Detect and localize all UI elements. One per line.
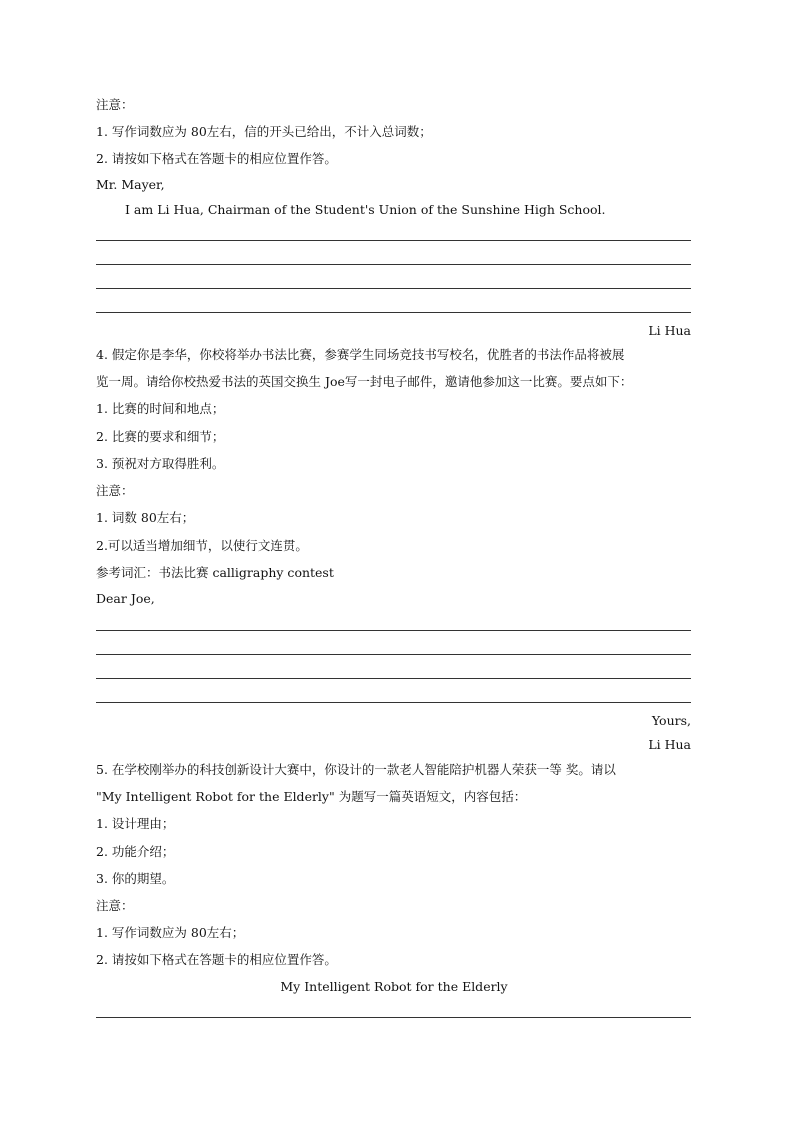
letter-closing: Yours, — [651, 713, 691, 728]
answer-line — [96, 264, 691, 265]
answer-line — [96, 702, 691, 703]
letter-salutation: Mr. Mayer, — [96, 177, 165, 192]
answer-line — [96, 1017, 691, 1018]
question-prompt: "My Intelligent Robot for the Elderly" 为题写一篇英语短文，内容包括： — [96, 789, 527, 804]
note-item: 2.可以适当增加细节，以使行文连贯。 — [96, 538, 308, 553]
answer-line — [96, 678, 691, 679]
letter-signature: Li Hua — [648, 323, 691, 338]
note-title: 注意： — [96, 97, 134, 112]
note-title: 注意： — [96, 898, 134, 913]
question-prompt: 5. 在学校刚举办的科技创新设计大赛中，你设计的一款老人智能陪护机器人荣获一等 奖。请以 — [96, 762, 616, 777]
note-item: 2. 请按如下格式在答题卡的相应位置作答。 — [96, 952, 337, 967]
essay-title: My Intelligent Robot for the Elderly — [280, 979, 508, 994]
note-item: 2. 请按如下格式在答题卡的相应位置作答。 — [96, 151, 337, 166]
point-item: 1. 比赛的时间和地点； — [96, 401, 225, 416]
point-item: 1. 设计理由； — [96, 816, 175, 831]
answer-line — [96, 654, 691, 655]
note-item: 1. 词数 80左右； — [96, 510, 195, 525]
answer-line — [96, 288, 691, 289]
vocab-reference: 参考词汇：书法比赛 calligraphy contest — [96, 565, 334, 580]
answer-line — [96, 630, 691, 631]
point-item: 3. 你的期望。 — [96, 871, 175, 886]
answer-line — [96, 240, 691, 241]
letter-salutation: Dear Joe, — [96, 591, 155, 606]
question-prompt: 4. 假定你是李华，你校将举办书法比赛，参赛学生同场竞技书写校名，优胜者的书法作品将被展 — [96, 347, 625, 362]
question-prompt: 览一周。请给你校热爱书法的英国交换生 Joe写一封电子邮件，邀请他参加这一比赛。要点如下： — [96, 374, 633, 389]
point-item: 2. 比赛的要求和细节； — [96, 429, 225, 444]
point-item: 3. 预祝对方取得胜利。 — [96, 456, 225, 471]
note-item: 1. 写作词数应为 80左右，信的开头已给出，不计入总词数； — [96, 124, 432, 139]
answer-line — [96, 312, 691, 313]
note-item: 1. 写作词数应为 80左右； — [96, 925, 245, 940]
letter-signature: Li Hua — [648, 737, 691, 752]
point-item: 2. 功能介绍； — [96, 844, 175, 859]
note-title: 注意： — [96, 483, 134, 498]
letter-first-line: I am Li Hua, Chairman of the Student's Union of the Sunshine High School. — [125, 202, 606, 217]
